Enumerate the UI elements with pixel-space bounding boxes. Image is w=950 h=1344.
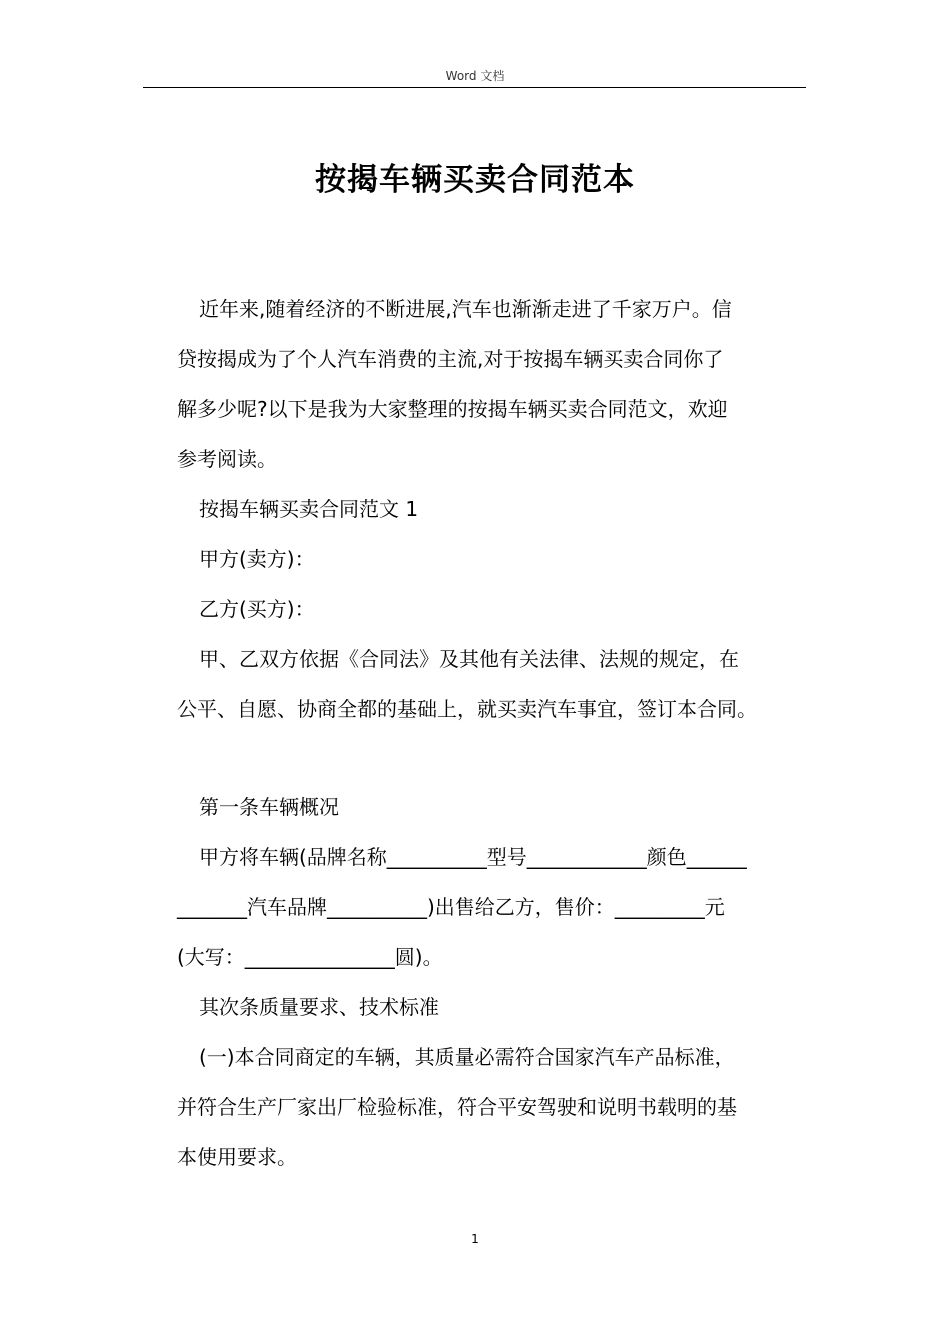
body-line: 贷按揭成为了个人汽车消费的主流,对于按揭车辆买卖合同你了: [177, 347, 724, 371]
page-number: 1: [471, 1232, 479, 1246]
body-line: 解多少呢?以下是我为大家整理的按揭车辆买卖合同范文，欢迎: [177, 397, 728, 421]
body-line: _______汽车品牌__________)出售给乙方，售价：_________元: [177, 895, 725, 919]
section-heading: 按揭车辆买卖合同范文 1: [199, 497, 419, 521]
body-line: 甲方(卖方)：: [199, 547, 315, 571]
body-line: 甲、乙双方依据《合同法》及其他有关法律、法规的规定，在: [199, 647, 739, 671]
body-line: 本使用要求。: [177, 1145, 297, 1169]
clause-heading: 其次条质量要求、技术标准: [199, 995, 439, 1019]
page-header: Word 文档: [445, 69, 505, 83]
body-line: 乙方(买方)：: [199, 597, 315, 621]
body-line: 甲方将车辆(品牌名称__________型号____________颜色______: [199, 845, 747, 869]
body-line: 公平、自愿、协商全都的基础上，就买卖汽车事宜，签订本合同。: [177, 697, 757, 721]
body-line: (一)本合同商定的车辆，其质量必需符合国家汽车产品标准，: [199, 1045, 735, 1069]
clause-heading: 第一条车辆概况: [199, 795, 339, 819]
body-line: 并符合生产厂家出厂检验标准，符合平安驾驶和说明书载明的基: [177, 1095, 737, 1119]
body-line: 近年来,随着经济的不断进展,汽车也渐渐走进了千家万户。信: [199, 297, 732, 321]
body-line: (大写：_______________圆)。: [177, 945, 443, 969]
document-title: 按揭车辆买卖合同范本: [315, 162, 635, 198]
body-line: 参考阅读。: [177, 447, 277, 471]
header-divider: [143, 87, 806, 88]
